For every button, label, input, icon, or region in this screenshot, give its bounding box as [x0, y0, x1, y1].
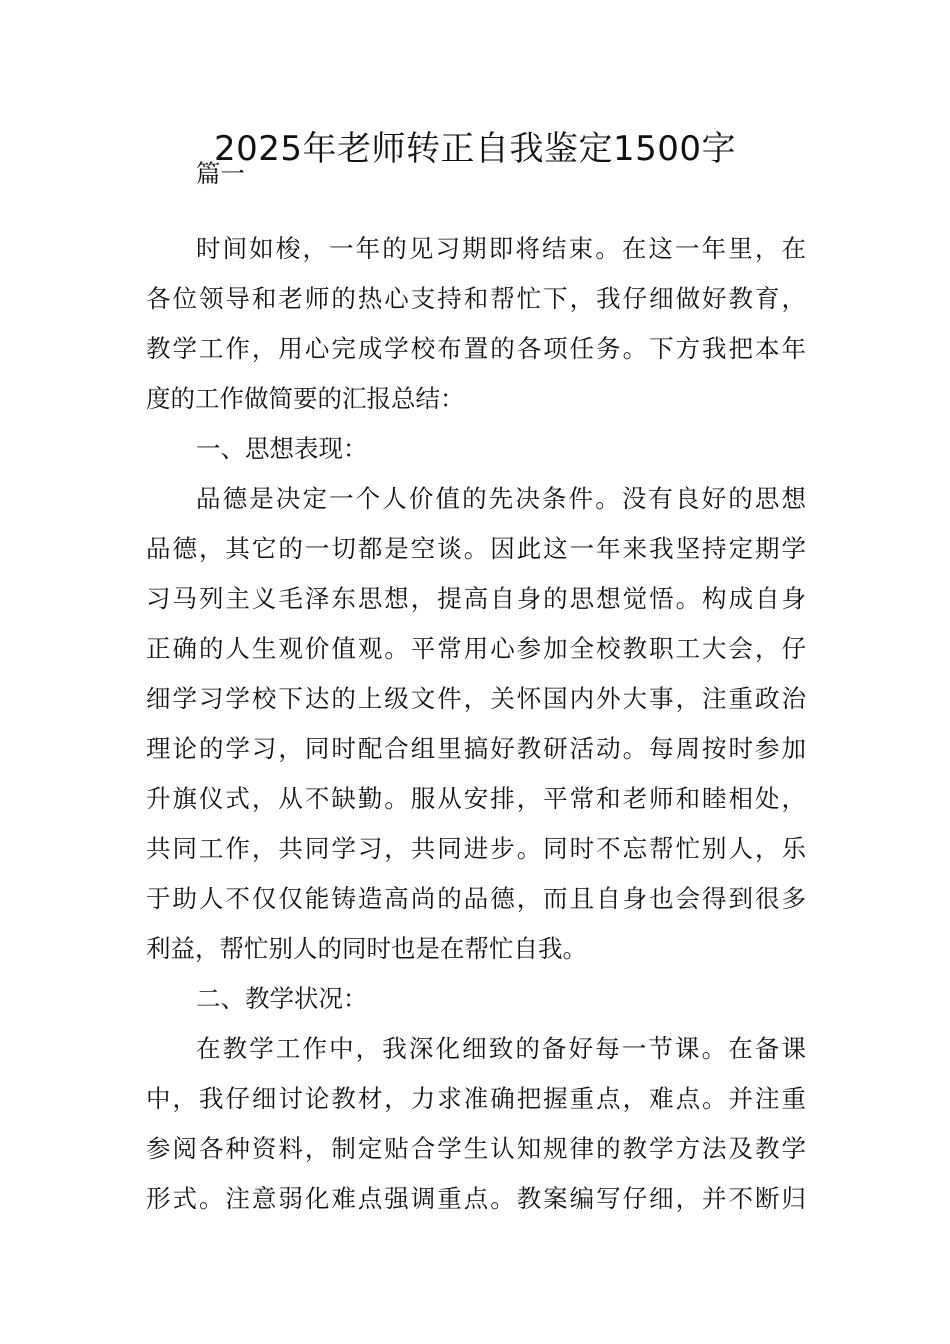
section-label-part-one: 篇一: [196, 159, 245, 188]
document-title: 2025年老师转正自我鉴定1500字: [213, 129, 737, 169]
paragraph-line: 共同工作，共同学习，共同进步。同时不忘帮忙别人，乐: [146, 834, 806, 863]
section-heading-teaching: 二、教学状况：: [196, 984, 368, 1013]
paragraph-line: 升旗仪式，从不缺勤。服从安排，平常和老师和睦相处，: [146, 784, 806, 813]
paragraph-line: 品德是决定一个人价值的先决条件。没有良好的思想: [196, 484, 806, 513]
paragraph-line: 各位领导和老师的热心支持和帮忙下，我仔细做好教育，: [146, 284, 806, 313]
paragraph-line: 于助人不仅仅能铸造高尚的品德，而且自身也会得到很多: [146, 884, 806, 913]
paragraph-line: 细学习学校下达的上级文件，关怀国内外大事，注重政治: [146, 684, 806, 713]
paragraph-line: 参阅各种资料，制定贴合学生认知规律的教学方法及教学: [146, 1134, 806, 1163]
paragraph-line: 在教学工作中，我深化细致的备好每一节课。在备课: [196, 1034, 806, 1063]
paragraph-line: 正确的人生观价值观。平常用心参加全校教职工大会，仔: [146, 634, 806, 663]
paragraph-line: 习马列主义毛泽东思想，提高自身的思想觉悟。构成自身: [146, 584, 806, 613]
paragraph-line: 利益，帮忙别人的同时也是在帮忙自我。: [146, 934, 587, 963]
paragraph-line: 时间如梭，一年的见习期即将结束。在这一年里，在: [196, 234, 806, 263]
paragraph-line: 中，我仔细讨论教材，力求准确把握重点，难点。并注重: [146, 1084, 806, 1113]
paragraph-line: 度的工作做简要的汇报总结：: [146, 384, 465, 413]
paragraph-line: 品德，其它的一切都是空谈。因此这一年来我坚持定期学: [146, 534, 806, 563]
paragraph-line: 教学工作，用心完成学校布置的各项任务。下方我把本年: [146, 334, 806, 363]
paragraph-line: 形式。注意弱化难点强调重点。教案编写仔细，并不断归: [146, 1184, 806, 1213]
paragraph-line: 理论的学习，同时配合组里搞好教研活动。每周按时参加: [146, 734, 806, 763]
section-heading-ideology: 一、思想表现：: [196, 434, 368, 463]
